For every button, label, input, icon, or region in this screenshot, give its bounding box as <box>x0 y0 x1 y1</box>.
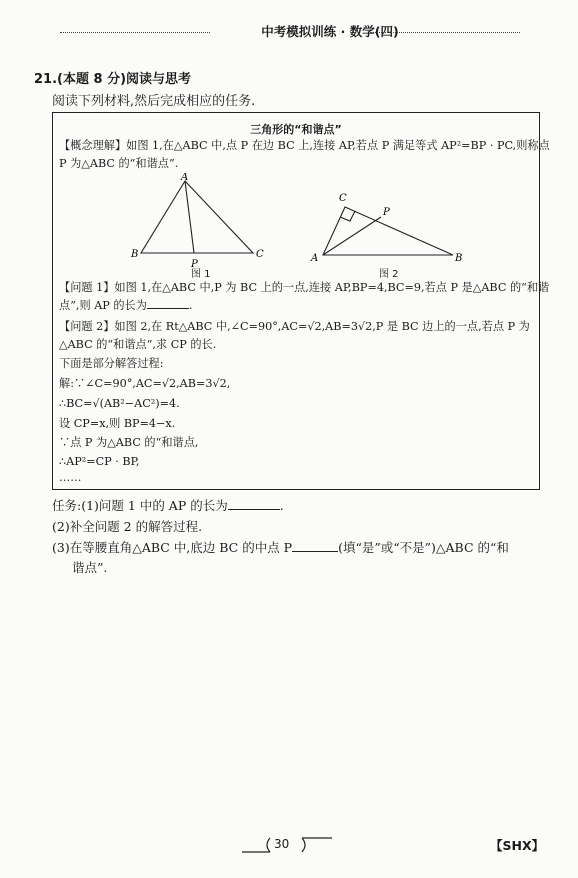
problem-1-line-2-text: 点”,则 AP 的长为 <box>59 299 147 312</box>
task-3-text-end: (填“是”或“不是”)△ABC 的“和 <box>338 540 509 555</box>
solution-line-2: ∴BC=√(AB²−AC²)=4. <box>59 397 180 410</box>
question-intro: 阅读下列材料,然后完成相应的任务. <box>52 94 256 109</box>
fig2-label-a: A <box>311 253 319 264</box>
task-1 <box>52 496 284 516</box>
fig1-label-a: A <box>181 173 189 183</box>
task-3-line-2: 谐点”. <box>72 560 108 575</box>
task-1-end: . <box>279 498 284 513</box>
material-title: 三角形的“和谐点” <box>250 123 342 136</box>
solution-line-6: …… <box>59 471 82 484</box>
header-title: 中考模拟训练 · 数学(四) <box>261 24 399 39</box>
publisher-code: 【SHX】 <box>490 838 545 853</box>
fig1-label-b: B <box>131 249 139 260</box>
problem-2-line-2: △ABC 的“和谐点”,求 CP 的长. <box>59 338 217 351</box>
figure-2-diagram <box>303 185 473 265</box>
page-footer <box>240 834 340 856</box>
task-2: (2)补全问题 2 的解答过程. <box>52 519 203 534</box>
task-3-line-1 <box>52 538 509 558</box>
fig1-label-p: P <box>191 259 198 270</box>
problem-1-line-2 <box>59 297 193 315</box>
fig2-label-b: B <box>455 253 463 264</box>
header-dots-left <box>60 32 210 33</box>
triangle-abc-fig1 <box>141 181 253 253</box>
page-number-bracket <box>240 834 340 856</box>
problem-1-line-2-end: . <box>188 299 193 312</box>
task-3-text: (3)在等腰直角△ABC 中,底边 BC 的中点 P <box>52 540 293 555</box>
header-dots-right <box>370 32 520 33</box>
material-box <box>52 112 550 490</box>
page-header <box>60 22 520 40</box>
problem-1-answer-blank[interactable] <box>147 308 189 309</box>
task-3-answer-blank[interactable] <box>292 551 338 552</box>
fig1-label-c: C <box>256 249 264 260</box>
fig2-label-p: P <box>383 207 390 218</box>
partial-solution-heading: 下面是部分解答过程: <box>59 357 164 370</box>
solution-line-4: ∵点 P 为△ABC 的“和谐点, <box>59 436 199 449</box>
page-number: 30 <box>274 837 290 851</box>
concept-line-2: P 为△ABC 的“和谐点”. <box>59 157 179 170</box>
segment-ap-fig1 <box>185 181 194 253</box>
question-title: 21.(本题 8 分)阅读与思考 <box>34 72 192 87</box>
solution-line-5: ∴AP²=CP · BP, <box>59 455 140 468</box>
problem-2-line-1: 【问题 2】如图 2,在 Rt△ABC 中,∠C=90°,AC=√2,AB=3√2,P 是 BC 边上的一点,若点 P 为 <box>59 320 530 333</box>
solution-line-3: 设 CP=x,则 BP=4−x. <box>59 417 176 430</box>
task-1-answer-blank[interactable] <box>228 509 280 510</box>
figure-2-caption: 图 2 <box>379 269 399 280</box>
problem-1-line-1: 【问题 1】如图 1,在△ABC 中,P 为 BC 上的一点,连接 AP,BP=4,BC=9,若点 P 是△ABC 的“和谐 <box>59 281 550 294</box>
fig2-label-c: C <box>339 193 347 204</box>
concept-line-1: 【概念理解】如图 1,在△ABC 中,点 P 在边 BC 上,连接 AP,若点 P 满足等式 AP²=BP · PC,则称点 <box>59 139 550 152</box>
figure-1-caption: 图 1 <box>191 269 211 280</box>
solution-line-1: 解:∵∠C=90°,AC=√2,AB=3√2, <box>59 377 231 390</box>
figure-1-diagram <box>123 173 283 273</box>
task-1-text: 任务:(1)问题 1 中的 AP 的长为 <box>52 498 228 513</box>
